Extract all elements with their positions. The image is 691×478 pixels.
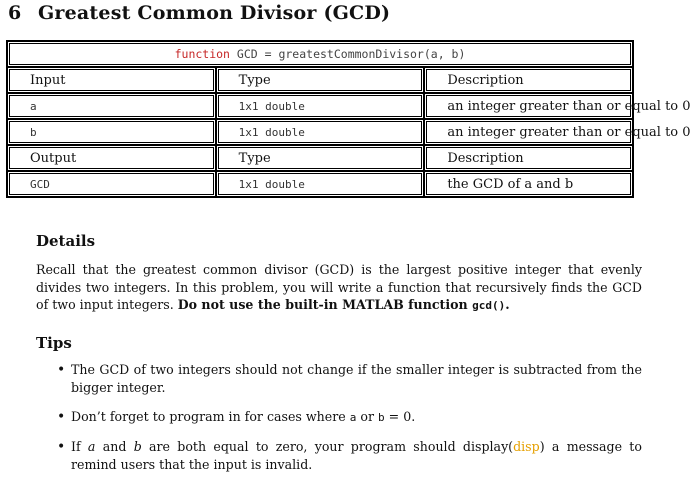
input-description: an integer greater than or equal to 0 <box>424 93 633 119</box>
tips-list <box>36 361 642 474</box>
section-title-text: Greatest Common Divisor (GCD) <box>38 2 391 24</box>
tip-2-or: or <box>360 409 374 424</box>
input-type: 1x1 double <box>216 93 425 119</box>
output-type: 1x1 double <box>216 171 425 197</box>
inputs-header-name: Input <box>7 67 216 93</box>
output-description: the GCD of a and b <box>424 171 633 197</box>
details-warning-text: Do not use the built-in MATLAB function <box>177 297 468 312</box>
signature-keyword: function <box>174 47 230 61</box>
tip-3-var-b: b <box>133 439 142 454</box>
tip-3-var-a: a <box>87 439 96 454</box>
outputs-header-name: Output <box>7 145 216 171</box>
signature-rest: GCD = greatestCommonDivisor(a, b) <box>236 47 466 61</box>
tip-item <box>36 361 642 397</box>
tip-2-var-b: b <box>378 411 385 424</box>
section-number: 6 <box>8 2 22 24</box>
input-type: 1x1 double <box>216 119 425 145</box>
input-name: b <box>7 119 216 145</box>
details-warning <box>178 297 510 312</box>
function-signature-table <box>6 40 691 198</box>
outputs-header-type: Type <box>216 145 425 171</box>
outputs-header-description: Description <box>424 145 633 171</box>
details-heading: Details <box>36 232 96 250</box>
input-row <box>7 119 633 145</box>
output-row <box>7 171 633 197</box>
tip-item <box>36 438 642 474</box>
input-row <box>7 93 633 119</box>
tip-2-post: = 0. <box>388 409 416 424</box>
tip-3-disp-function: disp <box>513 439 540 454</box>
output-name: GCD <box>7 171 216 197</box>
tips-heading: Tips <box>36 334 72 352</box>
details-text: Recall that the greatest common divisor (GCD) is the largest positive integer that evenly divides two integers. In this problem, you will write a function that recursively finds the GCD of two input integers. <box>36 262 642 312</box>
details-warning-end: . <box>505 297 510 312</box>
details-warning-code: gcd() <box>472 299 506 312</box>
tip-3-and: and <box>102 439 127 454</box>
tip-2-var-a: a <box>349 411 357 424</box>
outputs-header-row <box>7 145 633 171</box>
tip-3-pre: If <box>71 439 81 454</box>
inputs-header-row <box>7 67 633 93</box>
tip-3-post: ) a message to remind users that the input is invalid. <box>71 439 642 472</box>
function-signature <box>7 41 633 67</box>
inputs-header-type: Type <box>216 67 425 93</box>
inputs-header-description: Description <box>424 67 633 93</box>
tip-2-pre: Don’t forget to program in for cases where <box>71 409 346 424</box>
signature-row <box>7 41 633 67</box>
input-description: an integer greater than or equal to 0 <box>424 119 633 145</box>
tip-3-mid: are both equal to zero, your program should display( <box>149 439 514 454</box>
tip-1-text: The GCD of two integers should not change if the smaller integer is subtracted from the bigger integer. <box>71 362 642 395</box>
details-paragraph <box>36 261 642 315</box>
section-title <box>8 2 390 24</box>
tip-item <box>36 408 642 427</box>
input-name: a <box>7 93 216 119</box>
